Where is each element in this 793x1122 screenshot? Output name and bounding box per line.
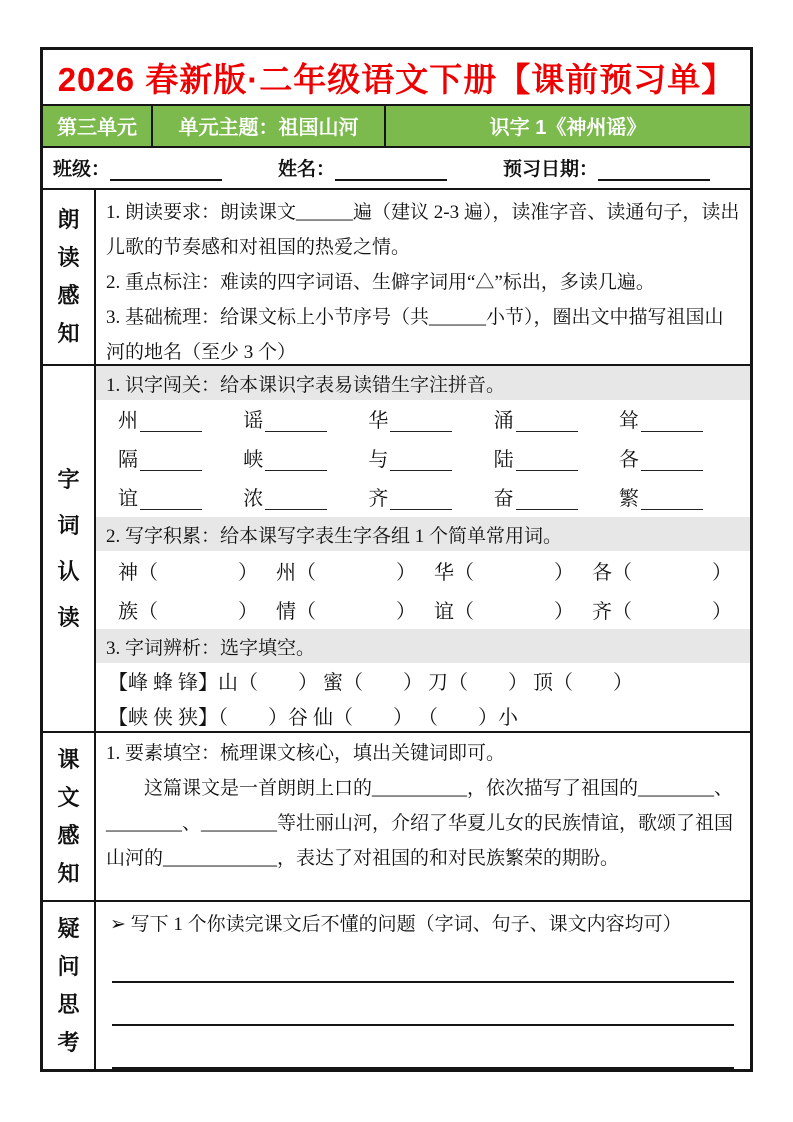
writing-line	[112, 940, 734, 983]
worksheet-table	[40, 47, 753, 1072]
pinyin-cell	[494, 411, 619, 432]
pinyin-blank-line	[641, 411, 703, 432]
pinyin-cell	[494, 489, 619, 510]
character: 谣	[243, 410, 264, 433]
name-label: 姓名：	[278, 159, 336, 181]
character: 隔	[118, 449, 138, 472]
section-words-label: 字词认读	[43, 366, 96, 731]
pinyin-cell	[243, 450, 368, 471]
character: 华	[368, 410, 389, 433]
pinyin-blank-line	[265, 489, 327, 510]
pinyin-cell	[118, 489, 243, 510]
pinyin-blank-line	[140, 411, 202, 432]
pinyin-blank-line	[390, 450, 452, 471]
reading-item: 3. 基础梳理：给课文标上小节序号（共______小节），圈出文中描写祖国山河的地名（至少 3 个）	[106, 307, 724, 364]
task3-heading: 3. 字词辨析：选字填空。	[96, 629, 750, 663]
word-cell: 情（ ）	[276, 601, 416, 624]
pinyin-row	[96, 439, 750, 478]
date-field	[503, 154, 710, 181]
pinyin-blank-line	[641, 450, 703, 471]
section-questions	[43, 902, 750, 1069]
pinyin-blank-line	[140, 450, 202, 471]
unit-number-cell: 第三单元	[43, 106, 153, 146]
unit-header-bar	[43, 106, 750, 148]
page-title: 2026 春新版·二年级语文下册【课前预习单】	[43, 50, 750, 106]
task1-heading: 1. 识字闯关：给本课识字表易读错生字注拼音。	[96, 366, 750, 400]
pinyin-blank-line	[641, 489, 703, 510]
section-questions-content	[96, 902, 750, 1069]
word-cell: 神（ ）	[118, 562, 258, 585]
character: 与	[368, 449, 389, 472]
section-words-content	[96, 366, 750, 731]
section-reading-content	[96, 190, 750, 364]
pinyin-cell	[368, 450, 493, 471]
pinyin-blank-line	[265, 450, 327, 471]
word-cell: 齐（ ）	[592, 601, 732, 624]
section-questions-label: 疑问思考	[43, 902, 96, 1069]
section-words	[43, 366, 750, 733]
pinyin-cell	[368, 411, 493, 432]
word-cell: 各（ ）	[592, 562, 732, 585]
pinyin-cell	[118, 411, 243, 432]
section-comprehension-content	[96, 733, 750, 900]
section-reading-label: 朗读感知	[43, 190, 96, 364]
date-blank-line	[598, 159, 710, 181]
pinyin-row	[96, 400, 750, 439]
unit-theme-cell: 单元主题：祖国山河	[153, 106, 386, 146]
section-comprehension-label: 课文感知	[43, 733, 96, 900]
pinyin-blank-line	[390, 489, 452, 510]
reading-item: 2. 重点标注：难读的四字词语、生僻字词用“△”标出，多读几遍。	[106, 272, 655, 294]
date-label: 预习日期：	[503, 159, 599, 181]
character: 齐	[368, 488, 389, 511]
name-field	[278, 154, 447, 181]
word-row	[96, 551, 750, 590]
pinyin-blank-line	[265, 411, 327, 432]
character: 繁	[618, 488, 639, 511]
pinyin-cell	[243, 489, 368, 510]
reading-item: 1. 朗读要求：朗读课文______遍（建议 2-3 遍），读准字音、读通句子，读出儿歌的节奏感和对祖国的热爱之情。	[106, 202, 740, 259]
student-info-row	[43, 148, 750, 191]
class-label: 班级：	[53, 159, 111, 181]
character: 陆	[493, 449, 514, 472]
pinyin-blank-line	[140, 489, 202, 510]
word-cell: 族（ ）	[118, 601, 258, 624]
class-blank-line	[110, 159, 222, 181]
character: 涌	[493, 410, 514, 433]
comprehension-paragraph: 这篇课文是一首朗朗上口的__________，依次描写了祖国的________、________、________等壮丽山河，介绍了华夏儿女的民族情谊，歌颂了祖国山河的____________，表达了对祖国的和对民族繁荣的期盼。	[106, 778, 734, 870]
word-cell: 谊（ ）	[434, 601, 574, 624]
pinyin-cell	[619, 489, 744, 510]
task2-heading: 2. 写字积累：给本课写字表生字各组 1 个简单常用词。	[96, 517, 750, 551]
class-field	[53, 154, 222, 181]
lesson-title-cell: 识字 1《神州谣》	[489, 117, 647, 140]
pinyin-blank-line	[390, 411, 452, 432]
pinyin-cell	[243, 411, 368, 432]
section-reading	[43, 190, 750, 366]
pinyin-blank-line	[516, 489, 578, 510]
character: 谊	[118, 488, 138, 511]
pinyin-blank-line	[516, 411, 578, 432]
pinyin-blank-line	[516, 450, 578, 471]
character: 浓	[243, 488, 264, 511]
writing-line	[112, 983, 734, 1026]
pinyin-cell	[619, 450, 744, 471]
choice-row: 【峰 蜂 锋】山（ ） 蜜（ ） 刀（ ） 顶（ ）	[108, 672, 633, 695]
pinyin-cell	[494, 450, 619, 471]
comprehension-task-heading: 1. 要素填空：梳理课文核心，填出关键词即可。	[106, 743, 506, 765]
word-row	[96, 590, 750, 629]
word-cell: 华（ ）	[434, 562, 574, 585]
character: 奋	[493, 488, 514, 511]
pinyin-cell	[118, 450, 243, 471]
name-blank-line	[335, 159, 447, 181]
writing-line	[112, 1026, 734, 1069]
pinyin-row	[96, 478, 750, 517]
character: 耸	[618, 410, 639, 433]
pinyin-cell	[368, 489, 493, 510]
choice-row: 【峡 侠 狭】（ ）谷 仙（ ） （ ）小	[108, 707, 518, 730]
section-comprehension	[43, 733, 750, 902]
character: 各	[618, 449, 639, 472]
pinyin-cell	[619, 411, 744, 432]
question-prompt: ➢ 写下 1 个你读完课文后不懂的问题（字词、句子、课文内容均可）	[110, 914, 682, 935]
character: 峡	[243, 449, 264, 472]
character: 州	[118, 410, 138, 433]
word-cell: 州（ ）	[276, 562, 416, 585]
